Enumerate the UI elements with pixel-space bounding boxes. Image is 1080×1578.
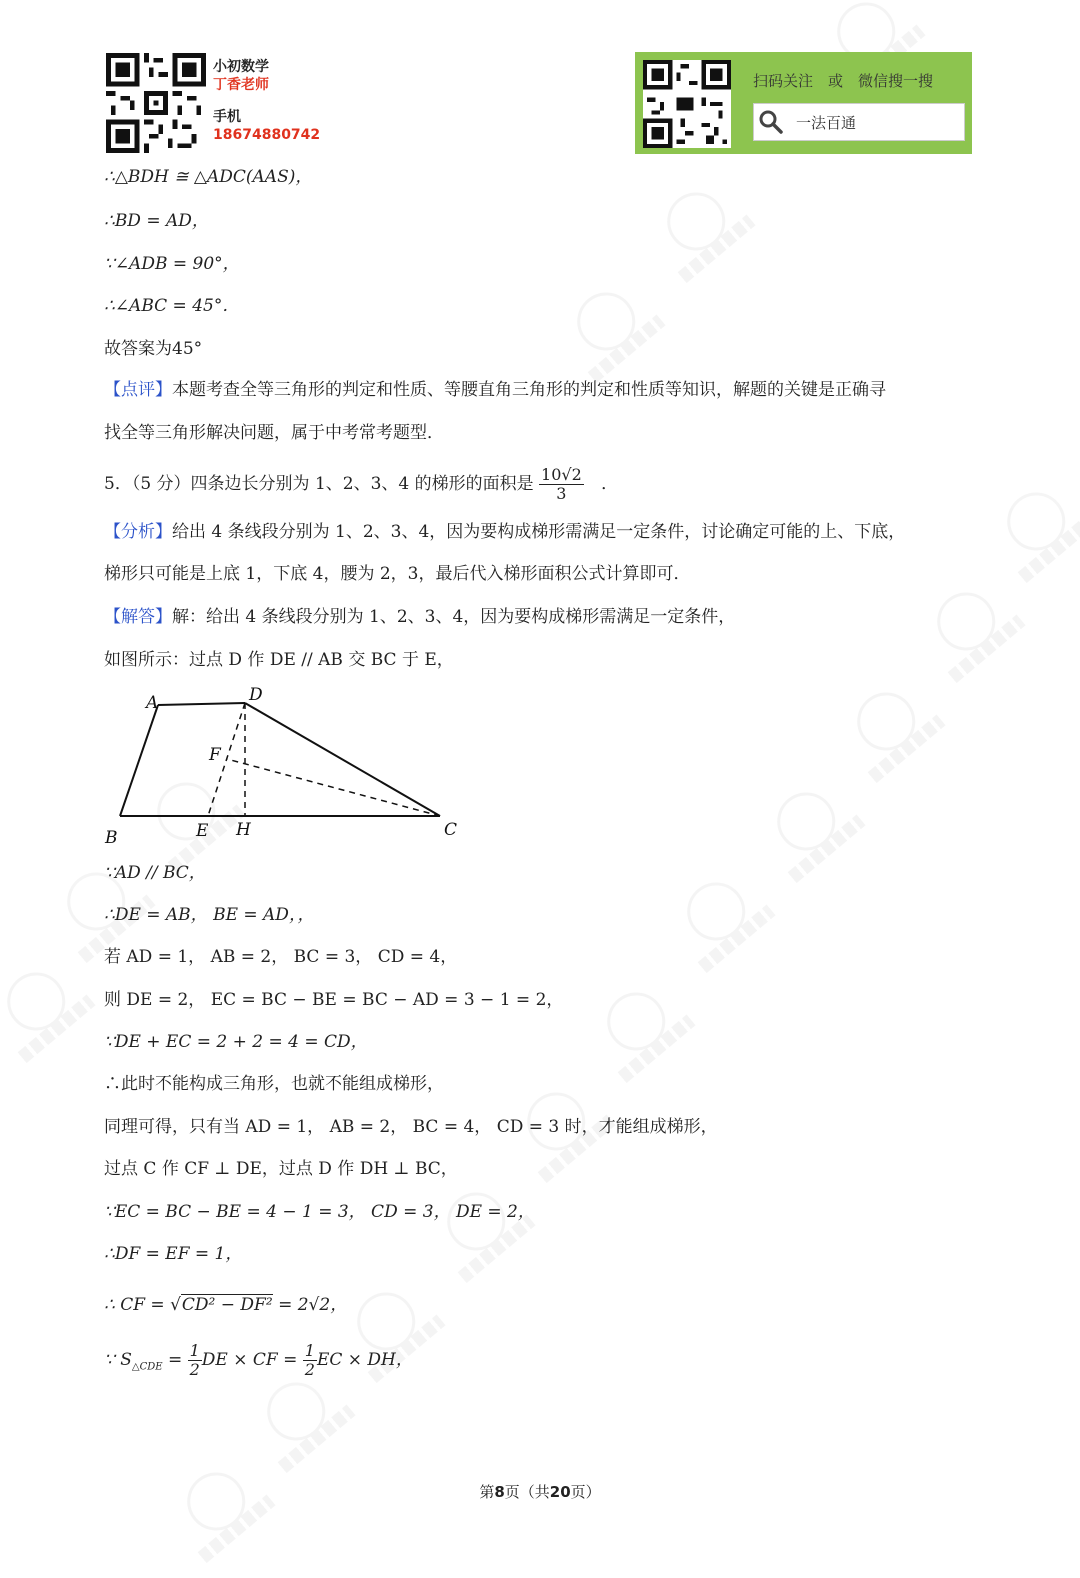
label-f: F [209,745,221,765]
qr-code-icon [104,53,208,153]
page-number: 8 [494,1483,505,1501]
label-a: A [146,693,159,713]
contact-name: 小初数学 [213,59,269,75]
segment-cf [227,759,440,816]
formula-subscript: △CDE [131,1361,163,1373]
solution-line [104,1338,413,1389]
side-ad [158,703,245,705]
watermark-logo [832,672,959,799]
analysis-line: 梯形只可能是上底 1，下底 4，腰为 2，3，最后代入梯形面积公式计算即可． [104,564,691,584]
comment-line [104,379,886,401]
fraction-denominator: 2 [189,1360,200,1379]
proof-line: ∵∠ADB = 90°， [104,254,240,274]
wechat-search-banner [635,52,972,154]
watermark-logo [982,472,1080,599]
formula-part: = 2√2， [272,1295,348,1315]
sqrt-radicand: CD² − DF² [181,1295,273,1315]
answer-fraction [539,466,584,503]
fraction-numerator: 10√2 [541,465,582,484]
proof-line: ∴∠ABC = 45°． [104,296,240,316]
side-ab [120,705,158,816]
solution-tag: 【解答】 [104,607,172,627]
answer-line: 故答案为45° [104,339,203,359]
formula-part: DE × CF = [201,1350,303,1370]
proof-line: ∴△BDH ≅ △ADC(AAS)， [104,167,313,187]
proof-line: ∴BD = AD， [104,211,209,231]
solution-line: 同理可得，只有当 AD = 1， AB = 2， BC = 4， CD = 3 时，才能组成梯形， [104,1117,718,1137]
watermark-logo [662,862,789,989]
label-h: H [236,820,251,840]
solution-line: ∵EC = BC − BE = 4 − 1 = 3， CD = 3， DE = 2， [104,1202,535,1222]
analysis-text: 给出 4 条线段分别为 1、2、3、4，因为要构成梯形需满足一定条件，讨论确定可能的上、下底， [172,522,906,542]
question-text: 5．（5 分）四条边长分别为 1、2、3、4 的梯形的面积是 [104,474,534,494]
comment-text: 本题考查全等三角形的判定和性质、等腰直角三角形的判定和性质等知识，解题的关键是正确寻 [172,380,886,400]
solution-line: ∴DF = EF = 1， [104,1244,243,1264]
contact-phone: 18674880742 [213,127,321,143]
solution-line [104,606,735,628]
question-5 [104,462,618,506]
label-e: E [196,821,209,841]
solution-line: ∴DE = AB， BE = AD，， [104,905,315,925]
label-c: C [444,820,458,840]
footer-suffix: 页） [570,1483,601,1501]
formula-part: ∴ CF = [104,1295,171,1315]
watermark-logo [162,1452,289,1578]
watermark-logo [582,972,709,1099]
solution-line: 若 AD = 1， AB = 2， BC = 3， CD = 4， [104,947,458,967]
side-dc [245,703,440,816]
comment-tag: 【点评】 [104,380,172,400]
formula-part: = [162,1350,188,1370]
fraction-denominator: 3 [556,484,567,503]
fraction-numerator: 1 [304,1341,315,1360]
half-fraction [303,1342,317,1379]
contact-teacher: 丁香老师 [213,77,269,93]
banner-text: 扫码关注 或 微信搜一搜 [753,72,934,90]
fraction-numerator: 1 [189,1341,200,1360]
analysis-tag: 【分析】 [104,522,172,542]
contact-info [213,58,320,144]
watermark-logo [752,772,879,899]
watermark-logo [912,572,1039,699]
search-box[interactable] [753,103,965,141]
footer-prefix: 第 [479,1483,495,1501]
solution-line: ∵DE + EC = 2 + 2 = 4 = CD， [104,1032,368,1052]
search-icon [758,109,784,135]
solution-line: ∵AD // BC， [104,863,206,883]
qr-code-icon [643,60,731,148]
formula-part: ∵ S [104,1350,132,1370]
solution-line: 过点 C 作 CF ⊥ DE，过点 D 作 DH ⊥ BC， [104,1159,458,1179]
formula-part: EC × DH， [316,1350,413,1370]
solution-line: ∴此时不能构成三角形，也就不能组成梯形， [104,1074,444,1094]
fraction-denominator: 2 [304,1360,315,1379]
solution-line: ∴ CF = √CD² − DF² = 2√2， [104,1295,348,1315]
analysis-line [104,521,905,543]
page-total: 20 [549,1483,571,1501]
footer-middle: 页（共 [504,1483,550,1501]
search-text: 一法百通 [796,114,857,132]
watermark-logo [642,172,769,299]
solution-line: 则 DE = 2， EC = BC − BE = BC − AD = 3 − 1 = 2， [104,990,564,1010]
half-fraction [188,1342,202,1379]
contact-phone-label: 手机 [213,109,241,125]
solution-line: 如图所示：过点 D 作 DE // AB 交 BC 于 E， [104,650,454,670]
label-d: D [249,685,263,705]
question-end: ． [601,474,619,494]
label-b: B [105,828,118,848]
trapezoid-figure [100,683,470,848]
watermark-logo [422,1172,549,1299]
solution-text: 解：给出 4 条线段分别为 1、2、3、4，因为要构成梯形需满足一定条件， [172,607,736,627]
comment-line: 找全等三角形解决问题，属于中考常考题型． [104,423,444,443]
page-footer [0,1481,1080,1502]
